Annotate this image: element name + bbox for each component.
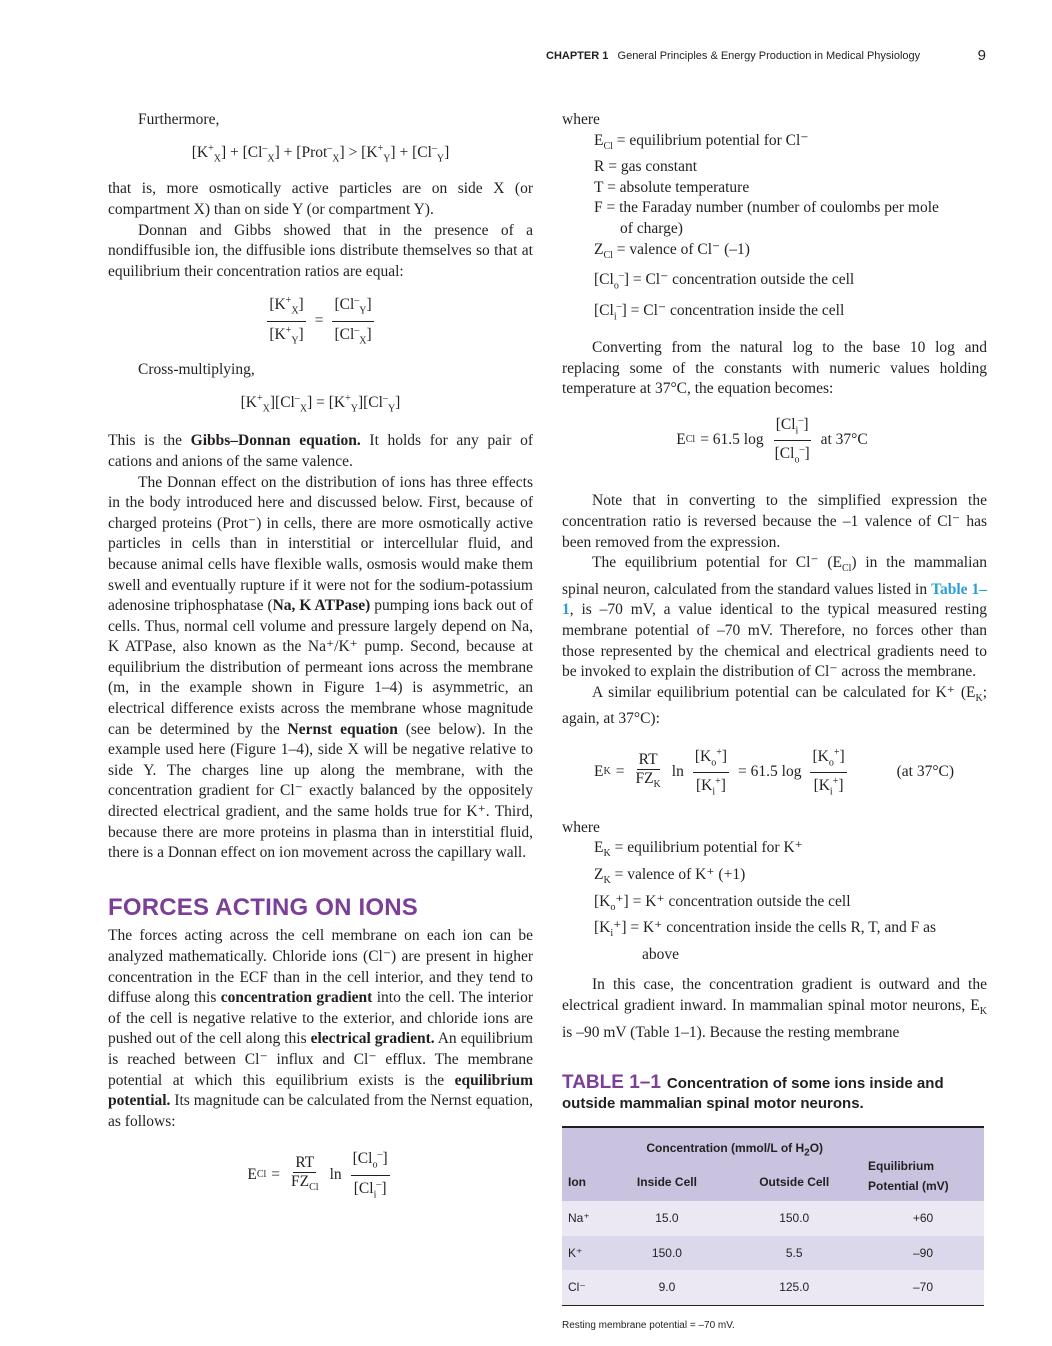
def-clo: $[Cl_o^-] = Cl^-$ concentration outside the cell xyxy=(594,270,855,292)
def-zcl: $Z_{Cl}$ = valence of Cl⁻ (–1) xyxy=(594,240,750,261)
cell-outside: 125.0 xyxy=(779,1280,810,1295)
chapter-title: General Principles & Energy Production in Medical Physiology xyxy=(617,50,921,62)
nernst-equation-cl-simplified: E Cl = 61.5 log $\frac{[Cl_i^-]}{[Cl_o^-]}$ at 37°C xyxy=(562,412,987,470)
def-cli: $[Cl_i^-] = Cl^-$ concentration inside the cell xyxy=(594,301,845,323)
inequality-equation: $[K^+_X] + [Cl^-_X]$ + [Prot–$_X$] > $[K^+_Y] + [Cl^-_Y]$ xyxy=(191,142,450,164)
table-row xyxy=(562,1201,984,1236)
section-heading: FORCES ACTING ON IONS xyxy=(108,893,418,921)
cell-inside: 150.0 xyxy=(651,1245,682,1260)
def-ki-cont: above xyxy=(642,945,680,963)
cross-product-equation: $[K^+_X][Cl^-_X] = [K^+_Y][Cl^-_Y]$ xyxy=(240,392,401,414)
def-ko: $[K_o^+] = K^+$ concentration outside the cell xyxy=(594,892,851,913)
table-caption: Concentration of some ions inside and outside mammalian spinal motor neurons. xyxy=(562,1075,944,1113)
cell-inside: 15.0 xyxy=(655,1210,679,1225)
def-r: R = gas constant xyxy=(594,158,698,176)
paragraph-equilibrium-cl: The equilibrium potential for Cl⁻ $(E_{Cl})$ in the mammalian spinal neuron, calculated from the standard values listed in Table 1–1, is –70 mV, a value identical to the typical measured resting membrane potential of –70 mV. Therefore, no forces other than those represented by the chemical and electrical gradients need to be invoked to explain the distribution of Cl⁻ across the membrane. xyxy=(562,554,988,681)
table-title xyxy=(562,1073,987,1114)
group-header: Concentration (mmol/L of $H_2O$) xyxy=(646,1141,824,1159)
paragraph-converting: Converting from the natural log to the base 10 log and replacing some of the constants with numeric values holding temperature at 37°C, the equation becomes: xyxy=(562,339,987,398)
furthermore-text: Furthermore, xyxy=(138,111,220,128)
cell-outside: 150.0 xyxy=(779,1210,810,1225)
cell-outside: 5.5 xyxy=(785,1245,803,1260)
paragraph-gradient: In this case, the concentration gradient is outward and the electrical gradient inward. In mammalian spinal motor neurons, $E_K$ is –90 mV (Table 1–1). Because the resting membrane xyxy=(562,976,987,1041)
col-header-ion: Ion xyxy=(568,1175,586,1190)
ratio-equation: $\frac{[K^+_X]}{[K^+_Y]}$ = $\frac{[Cl^-_Y]}{[Cl^-_X]}$ xyxy=(108,292,533,350)
def-f: F = the Faraday number (number of coulombs per mole xyxy=(594,199,939,217)
col-header-potential: Equilibrium Potential (mV) xyxy=(868,1158,949,1194)
def-t: T = absolute temperature xyxy=(594,178,750,196)
paragraph-osmotic: that is, more osmotically active particles are on side X (or compartment X) than on side Y (or compartment Y). xyxy=(108,180,533,219)
cell-ion: Cl⁻ xyxy=(568,1280,586,1295)
cell-potential: +60 xyxy=(912,1210,934,1225)
paragraph-donnan-gibbs: Donnan and Gibbs showed that in the presence of a nondiffusible ion, the diffusible ions distribute themselves so that at equilibrium their concentration ratios are equal: xyxy=(108,221,533,280)
where-label-2: where xyxy=(562,818,600,836)
nernst-equation-k: E K = $\frac{RT}{FZ_K}$ ln $\frac{[K_o^+]}{[K_i^+]}$ = 61.5 log $\frac{[K_o^+]}{[K_i^+]}$ (at 37°C) xyxy=(562,744,987,802)
def-f-cont: of charge) xyxy=(620,220,683,238)
table-label: TABLE 1–1 xyxy=(562,1072,661,1094)
cell-potential: –70 xyxy=(912,1280,934,1295)
left-column xyxy=(108,110,533,1214)
table-footnote: Resting membrane potential = –70 mV. xyxy=(562,1319,735,1331)
def-zk: $Z_K$ = valence of K⁺ (+1) xyxy=(594,865,746,886)
table-row xyxy=(562,1236,984,1271)
ion-concentration-table xyxy=(562,1126,984,1305)
table-link[interactable]: Table 1–1 xyxy=(562,580,987,619)
cell-inside: 9.0 xyxy=(658,1280,676,1295)
running-header xyxy=(546,47,986,70)
cross-multiplying-text: Cross-multiplying, xyxy=(138,360,255,378)
page-number: 9 xyxy=(977,47,986,64)
def-ki: $[K_i^+] = K^+$ concentration inside the cells R, T, and F as xyxy=(594,919,936,940)
cell-potential: –90 xyxy=(912,1245,934,1260)
def-ek: $E_K$ = equilibrium potential for K⁺ xyxy=(594,839,803,860)
paragraph-note: Note that in converting to the simplified expression the concentration ratio is reversed because the –1 valence of Cl⁻ has been removed from the expression. xyxy=(562,492,987,551)
def-ecl: $E_{Cl}$ = equilibrium potential for Cl⁻ xyxy=(594,131,809,152)
chapter-label: CHAPTER 1 xyxy=(546,50,609,62)
paragraph-donnan-effect: The Donnan effect on the distribution of ions has three effects in the body introduced here and discussed below. First, because of charged proteins (Prot⁻) in cells, there are more osmotically active particles in cells than in interstitial or intercellular fluid, and because animal cells have flexible walls, osmosis would make them swell and eventually rupture if it were not for the sodium-potassium adenosine triphosphatase (Na, K ATPase) pumping ions back out of cells. Thus, normal cell volume and pressure largely depend on Na, K ATPase, also known as the Na⁺/K⁺ pump. Second, because at equilibrium the distribution of permeant ions across the membrane (m, in the example shown in Figure 1–4) is asymmetric, an electrical difference exists across the membrane whose magnitude can be determined by the Nernst equation (see below). In the example used here (Figure 1–4), side X will be negative relative to side Y. The charges line up along the membrane, with the concentration gradient for Cl⁻ exactly balanced by the oppositely directed electrical gradient, and the same holds true for K⁺. Third, because there are more proteins in plasma than in interstitial fluid, there is a Donnan effect on ion movement across the capillary wall. xyxy=(108,473,533,862)
cell-ion: K⁺ xyxy=(568,1245,583,1260)
paragraph-forces: The forces acting across the cell membrane on each ion can be analyzed mathematically. Chloride ions (Cl⁻) are present in higher concentration in the ECF than in the cell interior, and they tend to diffuse along this concentration gradient into the cell. The interior of the cell is negative relative to the exterior, and chloride ions are pushed out of the cell along this electrical gradient. An equilibrium is reached between Cl⁻ influx and Cl⁻ efflux. The membrane potential at which this equilibrium exists is the equilibrium potential. Its magnitude can be calculated from the Nernst equation, as follows: xyxy=(108,927,533,1130)
where-label-1: where xyxy=(562,111,600,128)
col-header-outside: Outside Cell xyxy=(759,1175,830,1190)
nernst-equation-cl: E Cl = $\frac{RT}{FZ_{Cl}}$ ln $\frac{[Cl_o^-]}{[Cl_i^-]}$ xyxy=(108,1146,533,1204)
right-column xyxy=(562,110,987,1336)
paragraph-similar-k: A similar equilibrium potential can be calculated for K⁺ ($E_K$; again, at 37°C): xyxy=(562,683,987,728)
paragraph-gibbs-donnan: This is the Gibbs–Donnan equation. It holds for any pair of cations and anions of the same valence. xyxy=(108,432,533,470)
col-header-inside: Inside Cell xyxy=(636,1175,697,1190)
cell-ion: Na⁺ xyxy=(568,1210,590,1225)
table-row xyxy=(562,1270,984,1305)
